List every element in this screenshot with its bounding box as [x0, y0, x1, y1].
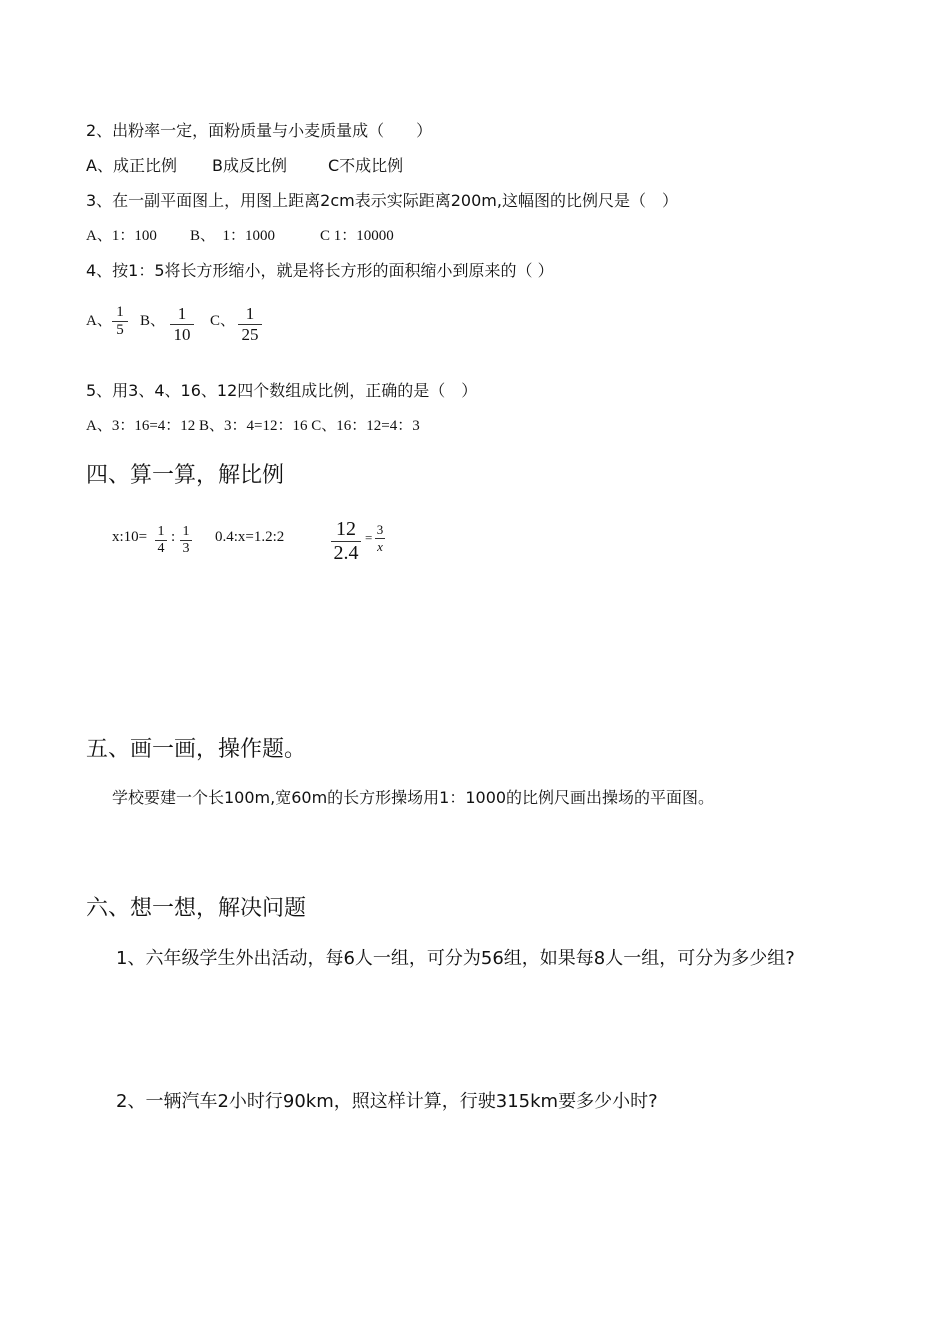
q2-option-c: C不成比例 [328, 156, 404, 175]
problem-1: 1、六年级学生外出活动，每6人一组，可分为56组，如果每8人一组，可分为多少组? [116, 948, 795, 969]
q3-text: 3、在一副平面图上，用图上距离2cm表示实际距离200m,这幅图的比例尺是（ ） [86, 191, 678, 210]
eq3-right-fraction [375, 522, 385, 555]
q4-a-fraction [112, 304, 128, 339]
eq3-left-fraction [331, 518, 361, 565]
section-5-title: 五、画一画，操作题。 [86, 737, 307, 762]
q4-c-numerator: 1 [245, 304, 255, 323]
q4-c-label: C、 [210, 313, 236, 329]
eq3-denominator: 2.4 [333, 542, 359, 564]
q4-b-label: B、 [140, 313, 166, 329]
q4-a-denominator: 5 [116, 322, 124, 338]
q4-b-denominator: 10 [173, 325, 191, 344]
eq3-right-numerator: 3 [376, 522, 384, 537]
section-4-title: 四、算一算，解比例 [86, 463, 285, 488]
q2-option-a: A、成正比例 [86, 156, 177, 175]
q4-c-fraction [238, 304, 262, 345]
q4-c-denominator: 25 [241, 325, 259, 344]
section-6-title: 六、想一想，解决问题 [86, 896, 307, 921]
q2-option-b: B成反比例 [212, 156, 287, 175]
eq1-f1-denominator: 4 [157, 541, 165, 556]
q3-option-a: A、1：100 [86, 228, 157, 244]
eq1-fraction-2 [180, 524, 192, 557]
eq3-numerator: 12 [336, 518, 356, 540]
q4-a-numerator: 1 [116, 304, 124, 320]
eq3-right-denominator: x [377, 539, 383, 554]
q2-text: 2、出粉率一定，面粉质量与小麦质量成（ ） [86, 121, 433, 140]
q3-option-c: C 1：10000 [320, 228, 394, 244]
eq1-f2-denominator: 3 [182, 541, 190, 556]
q5-options: A、3：16=4：12 B、3：4=12：16 C、16：12=4：3 [86, 418, 420, 434]
q4-b-numerator: 1 [177, 304, 187, 323]
eq1-colon: : [171, 529, 176, 545]
q3-option-b: B、 1：1000 [190, 228, 276, 244]
eq1-f1-numerator: 1 [157, 524, 165, 539]
section-5-text: 学校要建一个长100m,宽60m的长方形操场用1：1000的比例尺画出操场的平面图。 [112, 788, 715, 807]
q4-text: 4、按1：5将长方形缩小，就是将长方形的面积缩小到原来的（ ） [86, 261, 554, 280]
eq2: 0.4:x=1.2:2 [215, 529, 285, 545]
eq1-prefix: x:10= [112, 529, 148, 545]
q4-b-fraction [170, 304, 194, 345]
q5-text: 5、用3、4、16、12四个数组成比例，正确的是（ ） [86, 381, 478, 400]
problem-2: 2、一辆汽车2小时行90km，照这样计算，行驶315km要多少小时? [116, 1091, 658, 1112]
eq1-fraction-1 [155, 524, 167, 557]
eq3-equals: = [365, 530, 373, 545]
eq1-f2-numerator: 1 [182, 524, 190, 539]
q4-a-label: A、 [86, 313, 112, 329]
